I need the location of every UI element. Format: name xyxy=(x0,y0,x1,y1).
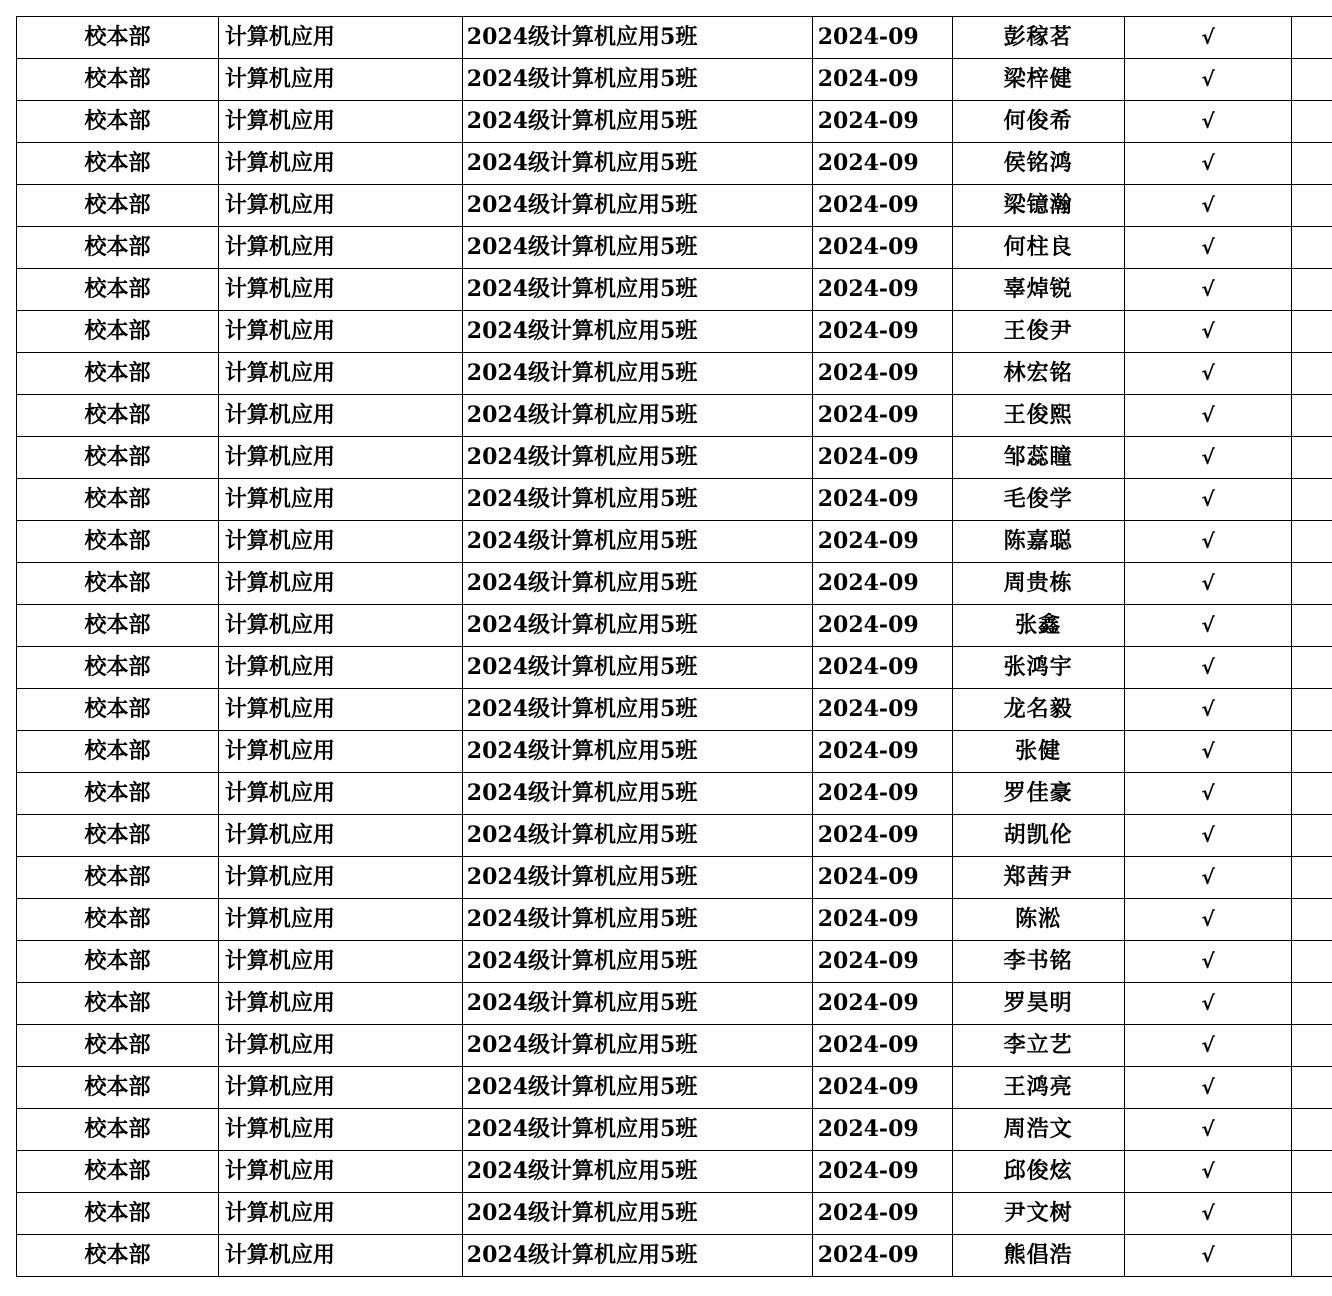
term-cell: 2024-09 xyxy=(812,521,952,563)
campus-cell: 校本部 xyxy=(17,1235,219,1277)
check-mark-cell: √ xyxy=(1124,1193,1292,1235)
table-row xyxy=(17,1067,1332,1109)
term-cell: 2024-09 xyxy=(812,1193,952,1235)
student-name-cell: 周浩文 xyxy=(952,1109,1124,1151)
check-mark-cell: √ xyxy=(1124,185,1292,227)
class-cell: 2024级计算机应用5班 xyxy=(462,983,812,1025)
major-cell: 计算机应用 xyxy=(218,353,462,395)
student-name-cell: 张鑫 xyxy=(952,605,1124,647)
campus-cell: 校本部 xyxy=(17,1067,219,1109)
term-cell: 2024-09 xyxy=(812,1109,952,1151)
table-row xyxy=(17,59,1332,101)
major-cell: 计算机应用 xyxy=(218,143,462,185)
class-cell: 2024级计算机应用5班 xyxy=(462,437,812,479)
check-mark-cell: √ xyxy=(1124,311,1292,353)
major-cell: 计算机应用 xyxy=(218,899,462,941)
major-cell: 计算机应用 xyxy=(218,1193,462,1235)
campus-cell: 校本部 xyxy=(17,311,219,353)
empty-cell xyxy=(1292,1025,1332,1067)
check-mark-cell: √ xyxy=(1124,1067,1292,1109)
table-row xyxy=(17,773,1332,815)
table-row xyxy=(17,563,1332,605)
class-cell: 2024级计算机应用5班 xyxy=(462,1235,812,1277)
empty-cell xyxy=(1292,521,1332,563)
table-row xyxy=(17,521,1332,563)
empty-cell xyxy=(1292,143,1332,185)
check-mark-cell: √ xyxy=(1124,101,1292,143)
table-row xyxy=(17,269,1332,311)
major-cell: 计算机应用 xyxy=(218,773,462,815)
empty-cell xyxy=(1292,689,1332,731)
check-mark-cell: √ xyxy=(1124,1109,1292,1151)
table-row xyxy=(17,899,1332,941)
check-mark-cell: √ xyxy=(1124,983,1292,1025)
campus-cell: 校本部 xyxy=(17,983,219,1025)
campus-cell: 校本部 xyxy=(17,521,219,563)
student-name-cell: 郑茜尹 xyxy=(952,857,1124,899)
term-cell: 2024-09 xyxy=(812,857,952,899)
student-name-cell: 梁镱瀚 xyxy=(952,185,1124,227)
major-cell: 计算机应用 xyxy=(218,101,462,143)
campus-cell: 校本部 xyxy=(17,185,219,227)
empty-cell xyxy=(1292,731,1332,773)
class-cell: 2024级计算机应用5班 xyxy=(462,17,812,59)
empty-cell xyxy=(1292,269,1332,311)
major-cell: 计算机应用 xyxy=(218,1025,462,1067)
major-cell: 计算机应用 xyxy=(218,731,462,773)
student-name-cell: 李立艺 xyxy=(952,1025,1124,1067)
table-row xyxy=(17,143,1332,185)
term-cell: 2024-09 xyxy=(812,437,952,479)
campus-cell: 校本部 xyxy=(17,815,219,857)
major-cell: 计算机应用 xyxy=(218,857,462,899)
check-mark-cell: √ xyxy=(1124,59,1292,101)
term-cell: 2024-09 xyxy=(812,899,952,941)
roster-table xyxy=(16,16,1332,1277)
campus-cell: 校本部 xyxy=(17,227,219,269)
student-name-cell: 张鸿宇 xyxy=(952,647,1124,689)
empty-cell xyxy=(1292,857,1332,899)
term-cell: 2024-09 xyxy=(812,227,952,269)
student-name-cell: 罗佳豪 xyxy=(952,773,1124,815)
empty-cell xyxy=(1292,563,1332,605)
class-cell: 2024级计算机应用5班 xyxy=(462,563,812,605)
major-cell: 计算机应用 xyxy=(218,983,462,1025)
check-mark-cell: √ xyxy=(1124,647,1292,689)
campus-cell: 校本部 xyxy=(17,689,219,731)
major-cell: 计算机应用 xyxy=(218,605,462,647)
student-name-cell: 毛俊学 xyxy=(952,479,1124,521)
term-cell: 2024-09 xyxy=(812,1235,952,1277)
empty-cell xyxy=(1292,311,1332,353)
table-row xyxy=(17,605,1332,647)
check-mark-cell: √ xyxy=(1124,899,1292,941)
major-cell: 计算机应用 xyxy=(218,59,462,101)
campus-cell: 校本部 xyxy=(17,101,219,143)
major-cell: 计算机应用 xyxy=(218,227,462,269)
term-cell: 2024-09 xyxy=(812,395,952,437)
term-cell: 2024-09 xyxy=(812,563,952,605)
major-cell: 计算机应用 xyxy=(218,647,462,689)
term-cell: 2024-09 xyxy=(812,353,952,395)
empty-cell xyxy=(1292,395,1332,437)
class-cell: 2024级计算机应用5班 xyxy=(462,353,812,395)
class-cell: 2024级计算机应用5班 xyxy=(462,269,812,311)
check-mark-cell: √ xyxy=(1124,941,1292,983)
major-cell: 计算机应用 xyxy=(218,815,462,857)
student-name-cell: 梁梓健 xyxy=(952,59,1124,101)
major-cell: 计算机应用 xyxy=(218,437,462,479)
class-cell: 2024级计算机应用5班 xyxy=(462,395,812,437)
check-mark-cell: √ xyxy=(1124,1151,1292,1193)
term-cell: 2024-09 xyxy=(812,59,952,101)
table-row xyxy=(17,647,1332,689)
major-cell: 计算机应用 xyxy=(218,1151,462,1193)
student-name-cell: 龙名毅 xyxy=(952,689,1124,731)
class-cell: 2024级计算机应用5班 xyxy=(462,101,812,143)
term-cell: 2024-09 xyxy=(812,101,952,143)
term-cell: 2024-09 xyxy=(812,269,952,311)
table-row xyxy=(17,815,1332,857)
campus-cell: 校本部 xyxy=(17,479,219,521)
check-mark-cell: √ xyxy=(1124,689,1292,731)
student-name-cell: 胡凯伦 xyxy=(952,815,1124,857)
empty-cell xyxy=(1292,227,1332,269)
table-row xyxy=(17,983,1332,1025)
major-cell: 计算机应用 xyxy=(218,689,462,731)
roster-rows xyxy=(17,17,1332,1277)
table-row xyxy=(17,185,1332,227)
class-cell: 2024级计算机应用5班 xyxy=(462,311,812,353)
check-mark-cell: √ xyxy=(1124,479,1292,521)
table-row xyxy=(17,101,1332,143)
table-row xyxy=(17,857,1332,899)
term-cell: 2024-09 xyxy=(812,17,952,59)
campus-cell: 校本部 xyxy=(17,17,219,59)
empty-cell xyxy=(1292,101,1332,143)
student-name-cell: 陈淞 xyxy=(952,899,1124,941)
table-row xyxy=(17,437,1332,479)
term-cell: 2024-09 xyxy=(812,185,952,227)
check-mark-cell: √ xyxy=(1124,395,1292,437)
student-name-cell: 尹文树 xyxy=(952,1193,1124,1235)
check-mark-cell: √ xyxy=(1124,17,1292,59)
class-cell: 2024级计算机应用5班 xyxy=(462,227,812,269)
check-mark-cell: √ xyxy=(1124,521,1292,563)
check-mark-cell: √ xyxy=(1124,773,1292,815)
student-name-cell: 辜焯锐 xyxy=(952,269,1124,311)
student-name-cell: 彭稼茗 xyxy=(952,17,1124,59)
major-cell: 计算机应用 xyxy=(218,185,462,227)
student-name-cell: 罗昊明 xyxy=(952,983,1124,1025)
term-cell: 2024-09 xyxy=(812,311,952,353)
empty-cell xyxy=(1292,185,1332,227)
student-name-cell: 王俊尹 xyxy=(952,311,1124,353)
check-mark-cell: √ xyxy=(1124,437,1292,479)
table-row xyxy=(17,395,1332,437)
term-cell: 2024-09 xyxy=(812,647,952,689)
empty-cell xyxy=(1292,479,1332,521)
check-mark-cell: √ xyxy=(1124,1235,1292,1277)
empty-cell xyxy=(1292,1067,1332,1109)
table-row xyxy=(17,353,1332,395)
empty-cell xyxy=(1292,1235,1332,1277)
class-cell: 2024级计算机应用5班 xyxy=(462,1067,812,1109)
table-row xyxy=(17,1109,1332,1151)
major-cell: 计算机应用 xyxy=(218,479,462,521)
check-mark-cell: √ xyxy=(1124,857,1292,899)
term-cell: 2024-09 xyxy=(812,143,952,185)
campus-cell: 校本部 xyxy=(17,437,219,479)
empty-cell xyxy=(1292,815,1332,857)
table-row xyxy=(17,689,1332,731)
class-cell: 2024级计算机应用5班 xyxy=(462,143,812,185)
table-row xyxy=(17,1151,1332,1193)
student-name-cell: 李书铭 xyxy=(952,941,1124,983)
class-cell: 2024级计算机应用5班 xyxy=(462,857,812,899)
term-cell: 2024-09 xyxy=(812,1067,952,1109)
empty-cell xyxy=(1292,983,1332,1025)
table-row xyxy=(17,227,1332,269)
campus-cell: 校本部 xyxy=(17,647,219,689)
term-cell: 2024-09 xyxy=(812,479,952,521)
campus-cell: 校本部 xyxy=(17,1025,219,1067)
term-cell: 2024-09 xyxy=(812,815,952,857)
student-name-cell: 邹蕊瞳 xyxy=(952,437,1124,479)
empty-cell xyxy=(1292,647,1332,689)
major-cell: 计算机应用 xyxy=(218,1109,462,1151)
major-cell: 计算机应用 xyxy=(218,1067,462,1109)
student-name-cell: 何俊希 xyxy=(952,101,1124,143)
class-cell: 2024级计算机应用5班 xyxy=(462,731,812,773)
check-mark-cell: √ xyxy=(1124,227,1292,269)
check-mark-cell: √ xyxy=(1124,269,1292,311)
class-cell: 2024级计算机应用5班 xyxy=(462,521,812,563)
class-cell: 2024级计算机应用5班 xyxy=(462,59,812,101)
student-name-cell: 林宏铭 xyxy=(952,353,1124,395)
campus-cell: 校本部 xyxy=(17,143,219,185)
major-cell: 计算机应用 xyxy=(218,269,462,311)
term-cell: 2024-09 xyxy=(812,1025,952,1067)
empty-cell xyxy=(1292,941,1332,983)
empty-cell xyxy=(1292,353,1332,395)
table-row xyxy=(17,1193,1332,1235)
class-cell: 2024级计算机应用5班 xyxy=(462,773,812,815)
student-name-cell: 陈嘉聪 xyxy=(952,521,1124,563)
empty-cell xyxy=(1292,59,1332,101)
check-mark-cell: √ xyxy=(1124,563,1292,605)
campus-cell: 校本部 xyxy=(17,59,219,101)
campus-cell: 校本部 xyxy=(17,773,219,815)
term-cell: 2024-09 xyxy=(812,1151,952,1193)
check-mark-cell: √ xyxy=(1124,731,1292,773)
term-cell: 2024-09 xyxy=(812,605,952,647)
term-cell: 2024-09 xyxy=(812,773,952,815)
student-name-cell: 张健 xyxy=(952,731,1124,773)
class-cell: 2024级计算机应用5班 xyxy=(462,899,812,941)
campus-cell: 校本部 xyxy=(17,395,219,437)
class-cell: 2024级计算机应用5班 xyxy=(462,1193,812,1235)
class-cell: 2024级计算机应用5班 xyxy=(462,479,812,521)
term-cell: 2024-09 xyxy=(812,983,952,1025)
table-row xyxy=(17,941,1332,983)
major-cell: 计算机应用 xyxy=(218,521,462,563)
check-mark-cell: √ xyxy=(1124,1025,1292,1067)
major-cell: 计算机应用 xyxy=(218,1235,462,1277)
campus-cell: 校本部 xyxy=(17,1109,219,1151)
table-row xyxy=(17,17,1332,59)
campus-cell: 校本部 xyxy=(17,1193,219,1235)
empty-cell xyxy=(1292,899,1332,941)
table-row xyxy=(17,311,1332,353)
check-mark-cell: √ xyxy=(1124,815,1292,857)
table-row xyxy=(17,731,1332,773)
campus-cell: 校本部 xyxy=(17,899,219,941)
campus-cell: 校本部 xyxy=(17,857,219,899)
empty-cell xyxy=(1292,605,1332,647)
term-cell: 2024-09 xyxy=(812,731,952,773)
check-mark-cell: √ xyxy=(1124,143,1292,185)
class-cell: 2024级计算机应用5班 xyxy=(462,1109,812,1151)
major-cell: 计算机应用 xyxy=(218,17,462,59)
class-cell: 2024级计算机应用5班 xyxy=(462,605,812,647)
campus-cell: 校本部 xyxy=(17,269,219,311)
campus-cell: 校本部 xyxy=(17,1151,219,1193)
student-name-cell: 邱俊炫 xyxy=(952,1151,1124,1193)
student-name-cell: 熊倡浩 xyxy=(952,1235,1124,1277)
campus-cell: 校本部 xyxy=(17,353,219,395)
table-row xyxy=(17,479,1332,521)
major-cell: 计算机应用 xyxy=(218,311,462,353)
empty-cell xyxy=(1292,17,1332,59)
student-name-cell: 周贵栋 xyxy=(952,563,1124,605)
term-cell: 2024-09 xyxy=(812,941,952,983)
empty-cell xyxy=(1292,1193,1332,1235)
class-cell: 2024级计算机应用5班 xyxy=(462,941,812,983)
class-cell: 2024级计算机应用5班 xyxy=(462,1151,812,1193)
campus-cell: 校本部 xyxy=(17,941,219,983)
empty-cell xyxy=(1292,437,1332,479)
empty-cell xyxy=(1292,1109,1332,1151)
table-row xyxy=(17,1025,1332,1067)
student-name-cell: 王鸿亮 xyxy=(952,1067,1124,1109)
check-mark-cell: √ xyxy=(1124,353,1292,395)
table-row xyxy=(17,1235,1332,1277)
class-cell: 2024级计算机应用5班 xyxy=(462,185,812,227)
empty-cell xyxy=(1292,1151,1332,1193)
check-mark-cell: √ xyxy=(1124,605,1292,647)
empty-cell xyxy=(1292,773,1332,815)
major-cell: 计算机应用 xyxy=(218,941,462,983)
term-cell: 2024-09 xyxy=(812,689,952,731)
student-name-cell: 侯铭鸿 xyxy=(952,143,1124,185)
class-cell: 2024级计算机应用5班 xyxy=(462,647,812,689)
campus-cell: 校本部 xyxy=(17,605,219,647)
campus-cell: 校本部 xyxy=(17,563,219,605)
major-cell: 计算机应用 xyxy=(218,395,462,437)
campus-cell: 校本部 xyxy=(17,731,219,773)
student-name-cell: 何柱良 xyxy=(952,227,1124,269)
student-name-cell: 王俊熙 xyxy=(952,395,1124,437)
class-cell: 2024级计算机应用5班 xyxy=(462,1025,812,1067)
major-cell: 计算机应用 xyxy=(218,563,462,605)
class-cell: 2024级计算机应用5班 xyxy=(462,689,812,731)
class-cell: 2024级计算机应用5班 xyxy=(462,815,812,857)
